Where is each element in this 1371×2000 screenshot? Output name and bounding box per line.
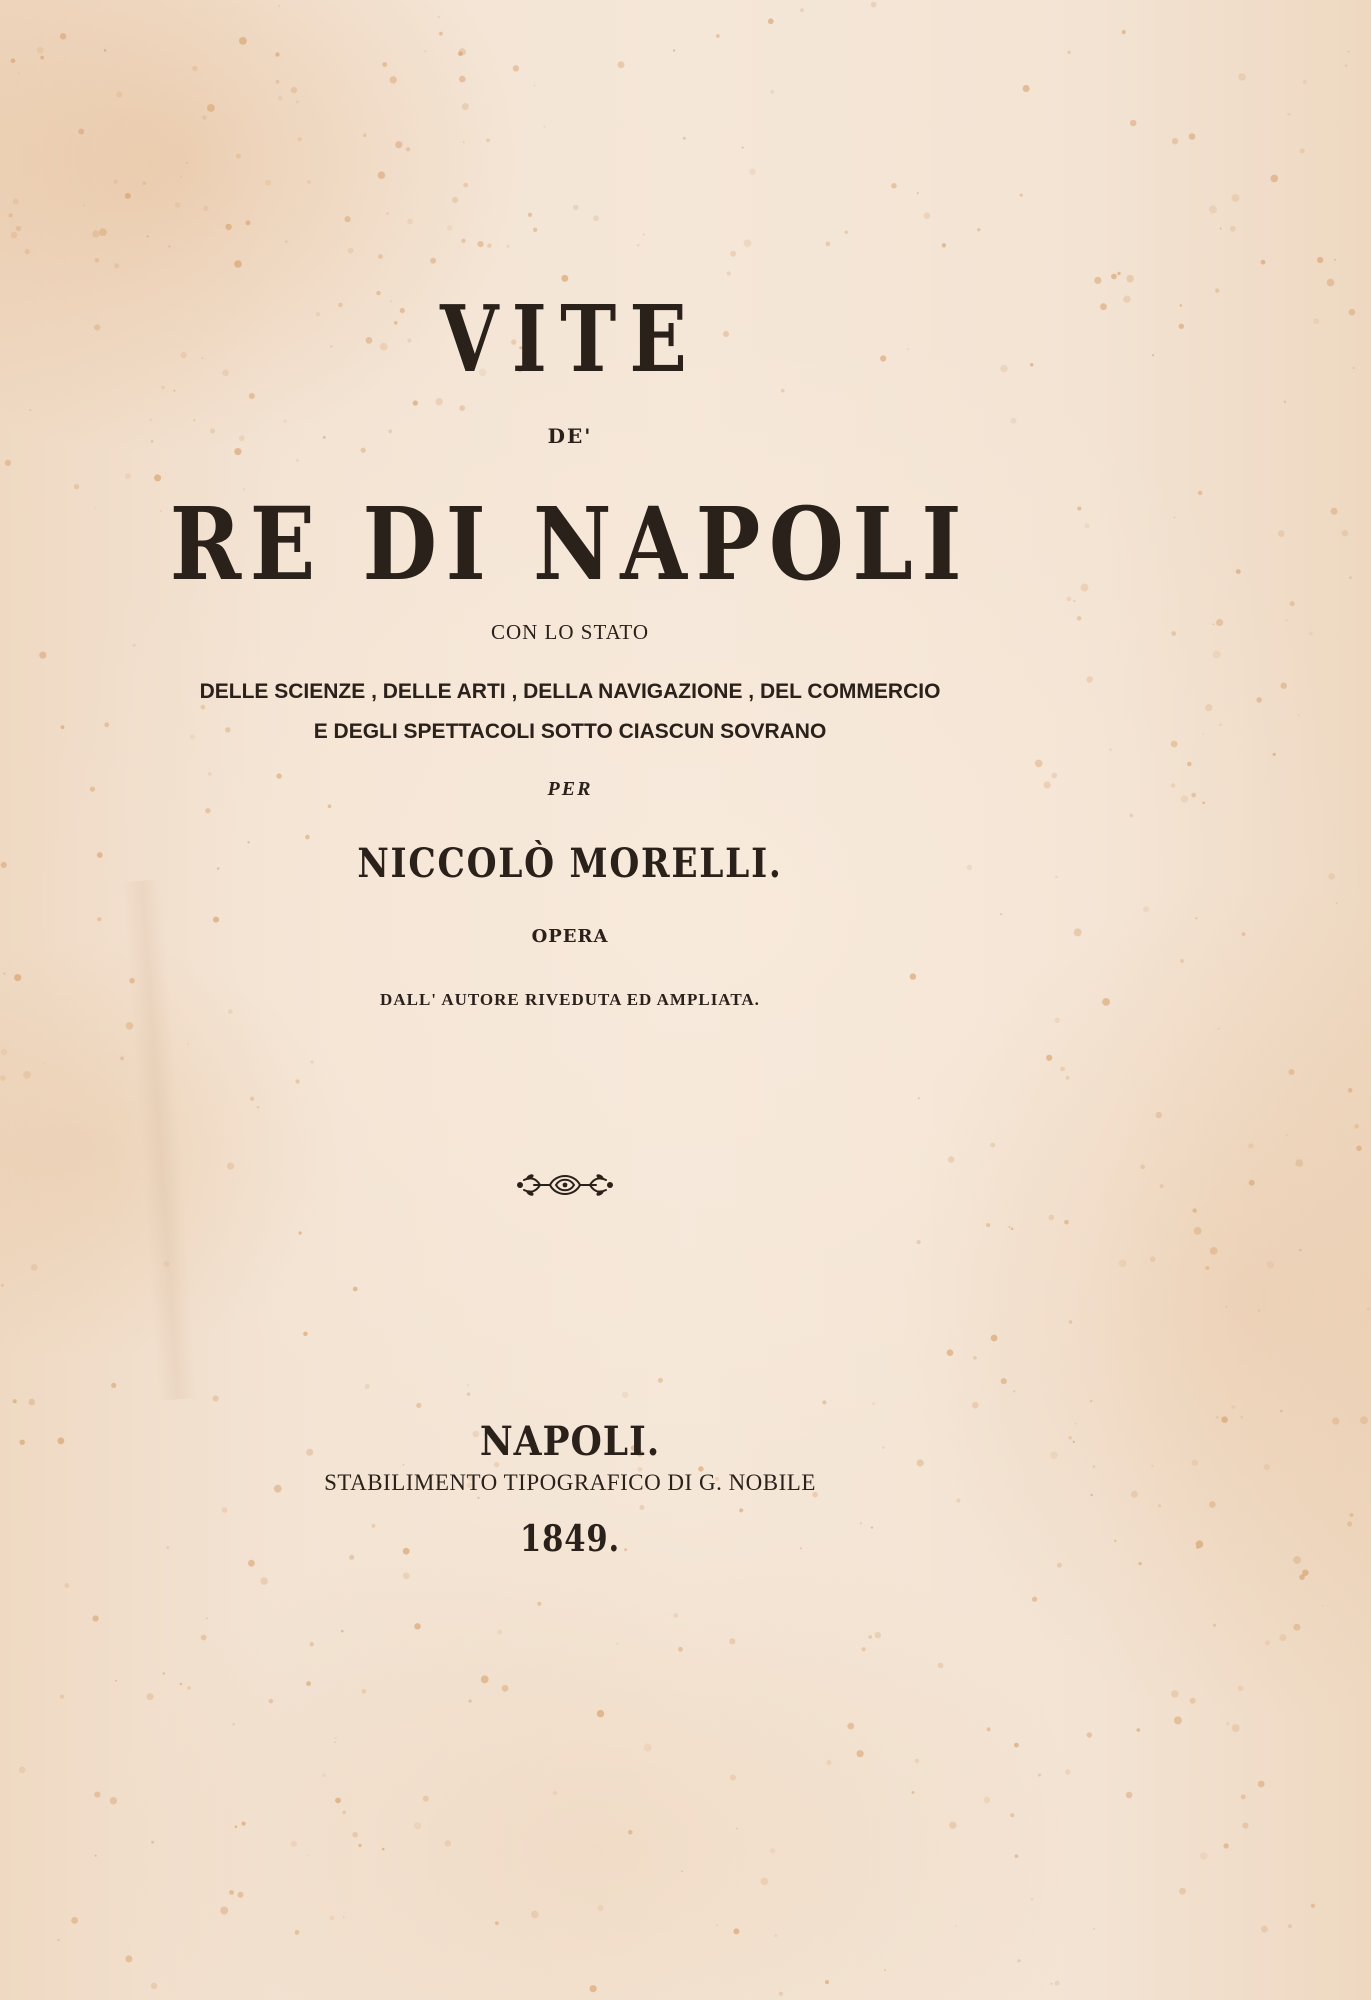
by-label: PER <box>547 778 593 800</box>
author-name: NICCOLÒ MORELLI. <box>357 840 783 887</box>
printer-name: STABILIMENTO TIPOGRAFICO DI G. NOBILE <box>324 1470 816 1495</box>
title-vite: VITE <box>440 285 700 393</box>
title-re-di-napoli: RE DI NAPOLI <box>169 485 971 603</box>
subtitle-delle-scienze: DELLE SCIENZE , DELLE ARTI , DELLA NAVIGAZIONE , DEL COMMERCIO <box>199 680 941 703</box>
title-de: DE' <box>547 424 593 448</box>
place-of-publication: NAPOLI. <box>479 1418 661 1465</box>
edition-note: DALL' AUTORE RIVEDUTA ED AMPLIATA. <box>380 990 760 1009</box>
work-label: OPERA <box>531 926 609 947</box>
subtitle-con-lo-stato: CON LO STATO <box>490 620 650 644</box>
subtitle-spettacoli: E DEGLI SPETTACOLI SOTTO CIASCUN SOVRANO <box>313 720 827 743</box>
publication-year: 1849. <box>519 1518 621 1560</box>
fleuron-ornament-icon <box>510 1168 620 1202</box>
